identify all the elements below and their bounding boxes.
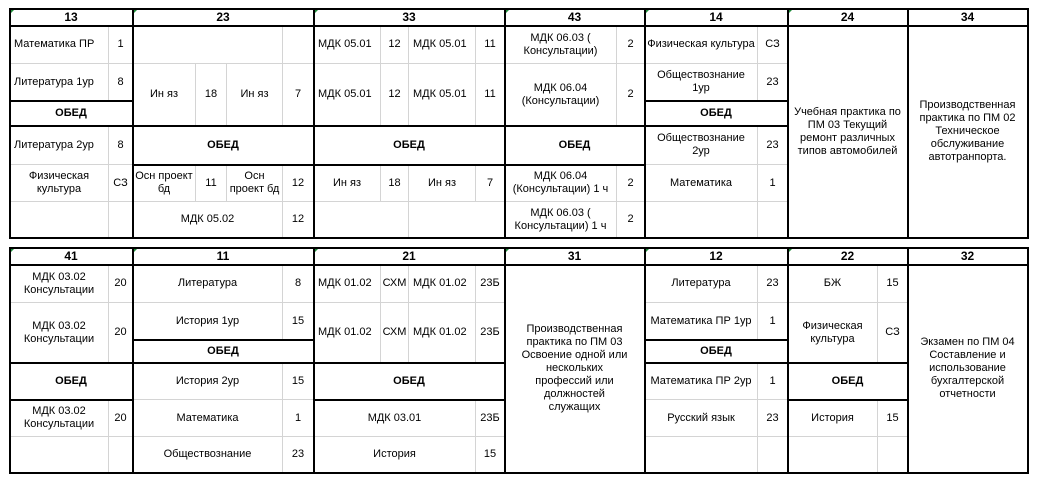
room-cell[interactable]: 1 [758,165,788,202]
subject-cell[interactable]: МДК 01.02 [409,303,476,363]
group-divider [907,8,909,239]
group-divider [644,8,646,239]
subject-cell[interactable]: Осн проект бд [133,165,196,202]
room-cell[interactable]: 20 [109,303,133,363]
subject-cell[interactable]: МДК 05.01 [314,26,381,64]
subject-cell[interactable]: Литература 1ур [10,64,109,101]
empty-cell[interactable] [133,26,283,64]
subject-cell[interactable]: Обществознание 2ур [645,126,758,165]
empty-cell[interactable] [314,202,409,238]
room-cell[interactable]: СЗ [758,26,788,64]
header-divider [9,25,1029,27]
subject-cell[interactable]: Математика [133,400,283,437]
room-cell[interactable]: 8 [283,265,314,303]
empty-cell[interactable] [788,437,878,473]
subject-cell[interactable]: Математика ПР 1ур [645,303,758,340]
room-cell[interactable]: 1 [283,400,314,437]
room-cell[interactable]: 8 [109,64,133,101]
room-cell[interactable]: 12 [381,26,409,64]
subject-cell[interactable]: История 2ур [133,363,283,400]
subject-cell[interactable]: МДК 01.02 [314,303,381,363]
subject-cell[interactable]: Обществознание 1ур [645,64,758,101]
subject-cell[interactable]: МДК 05.01 [409,26,476,64]
subject-cell[interactable]: МДК 05.01 [314,64,381,126]
lunch-cell[interactable]: ОБЕД [505,126,645,165]
group-header[interactable]: 11 [133,248,314,265]
empty-cell[interactable] [409,202,505,238]
empty-cell[interactable] [283,26,314,64]
group-divider [644,247,646,474]
room-cell[interactable]: 18 [381,165,409,202]
room-cell[interactable]: 12 [283,165,314,202]
room-cell[interactable]: 23Б [476,400,505,437]
room-cell[interactable]: 12 [283,202,314,238]
subject-cell[interactable]: Ин яз [409,165,476,202]
empty-cell[interactable] [758,202,788,238]
lunch-cell[interactable]: ОБЕД [788,363,908,400]
room-cell[interactable]: 23 [758,265,788,303]
group-header[interactable]: 41 [10,248,133,265]
subject-cell[interactable]: МДК 03.02 Консультации [10,265,109,303]
empty-cell[interactable] [878,437,908,473]
group-divider [132,247,134,474]
subject-cell[interactable]: МДК 06.04 (Консультации) 1 ч [505,165,617,202]
room-cell[interactable]: 15 [878,400,908,437]
subject-cell[interactable]: Литература [133,265,283,303]
subject-cell[interactable]: МДК 03.02 Консультации [10,400,109,437]
subject-cell[interactable]: История [788,400,878,437]
subject-cell[interactable]: МДК 03.01 [314,400,476,437]
group-divider [313,247,315,474]
group-header[interactable]: 32 [908,248,1028,265]
lunch-cell[interactable]: ОБЕД [133,126,314,165]
practice-cell[interactable]: Производственная практика по ПМ 03 Освоение одной или нескольких профессий или должностей служащих [505,265,645,473]
room-cell[interactable]: СЗ [878,303,908,363]
group-divider [132,8,134,239]
subject-cell[interactable]: МДК 03.02 Консультации [10,303,109,363]
room-cell[interactable]: 1 [758,363,788,400]
lunch-cell[interactable]: ОБЕД [645,340,788,363]
subject-cell[interactable]: Русский язык [645,400,758,437]
room-cell[interactable]: 11 [476,26,505,64]
subject-cell[interactable]: Физическая культура [10,165,109,202]
room-cell[interactable]: 7 [283,64,314,126]
room-cell[interactable]: 15 [283,303,314,340]
practice-cell[interactable]: Учебная практика по ПМ 03 Текущий ремонт различных типов автомобилей [788,26,908,238]
header-divider [9,264,1029,266]
empty-cell[interactable] [645,202,758,238]
subject-cell[interactable]: Ин яз [133,64,196,126]
subject-cell[interactable]: Обществознание [133,437,283,473]
room-cell[interactable]: 11 [196,165,227,202]
room-cell[interactable]: 12 [381,64,409,126]
room-cell[interactable]: СХМ [381,265,409,303]
subject-cell[interactable]: МДК 06.03 ( Консультации) 1 ч [505,202,617,238]
lunch-cell[interactable]: ОБЕД [10,101,133,126]
group-header[interactable]: 31 [505,248,645,265]
group-header[interactable]: 34 [908,9,1028,26]
room-cell[interactable]: 2 [617,26,645,64]
room-cell[interactable]: 8 [109,126,133,165]
group-header[interactable]: 21 [314,248,505,265]
subject-cell[interactable]: Литература [645,265,758,303]
group-divider [787,8,789,239]
room-cell[interactable]: 1 [758,303,788,340]
room-cell[interactable]: 2 [617,64,645,126]
lunch-cell[interactable]: ОБЕД [314,126,505,165]
subject-cell[interactable]: МДК 05.01 [409,64,476,126]
room-cell[interactable]: 15 [283,363,314,400]
subject-cell[interactable]: МДК 06.04 (Консультации) [505,64,617,126]
group-header[interactable]: 14 [645,9,788,26]
group-header[interactable]: 43 [505,9,645,26]
group-header[interactable]: 23 [133,9,314,26]
subject-cell[interactable]: Математика ПР 2ур [645,363,758,400]
room-cell[interactable]: 23Б [476,303,505,363]
room-cell[interactable]: 23Б [476,265,505,303]
room-cell[interactable]: 15 [878,265,908,303]
lunch-cell[interactable]: ОБЕД [645,101,788,126]
subject-cell[interactable]: МДК 01.02 [409,265,476,303]
subject-cell[interactable]: История 1ур [133,303,283,340]
room-cell[interactable]: 7 [476,165,505,202]
room-cell[interactable]: 23 [758,126,788,165]
subject-cell[interactable]: БЖ [788,265,878,303]
subject-cell[interactable]: Ин яз [227,64,283,126]
group-header[interactable]: 33 [314,9,505,26]
room-cell[interactable]: 23 [758,64,788,101]
group-header[interactable]: 24 [788,9,908,26]
practice-cell[interactable]: Производственная практика по ПМ 02 Техническое обслуживание автотранпорта. [908,26,1028,238]
room-cell[interactable]: СХМ [381,303,409,363]
room-cell[interactable]: 20 [109,400,133,437]
lunch-cell[interactable]: ОБЕД [10,363,133,400]
empty-cell[interactable] [758,437,788,473]
group-divider [504,247,506,474]
subject-cell[interactable]: Физическая культура [788,303,878,363]
room-cell[interactable]: 20 [109,265,133,303]
room-cell[interactable]: 23 [758,400,788,437]
group-divider [787,247,789,474]
lunch-cell[interactable]: ОБЕД [314,363,505,400]
empty-cell[interactable] [645,437,758,473]
group-divider [313,8,315,239]
empty-cell[interactable] [109,202,133,238]
room-cell[interactable]: 23 [283,437,314,473]
subject-cell[interactable]: МДК 01.02 [314,265,381,303]
subject-cell[interactable]: Математика ПР [10,26,109,64]
group-divider [907,247,909,474]
room-cell[interactable]: 15 [476,437,505,473]
empty-cell[interactable] [10,202,109,238]
practice-cell[interactable]: Экзамен по ПМ 04 Составление и использование бухгалтерской отчетности [908,265,1028,473]
subject-cell[interactable]: Литература 2ур [10,126,109,165]
room-cell[interactable]: 2 [617,202,645,238]
room-cell[interactable]: 1 [109,26,133,64]
group-header[interactable]: 22 [788,248,908,265]
subject-cell[interactable]: Ин яз [314,165,381,202]
room-cell[interactable]: 11 [476,64,505,126]
subject-cell[interactable]: История [314,437,476,473]
group-divider [504,8,506,239]
room-cell[interactable]: 18 [196,64,227,126]
room-cell[interactable]: СЗ [109,165,133,202]
subject-cell[interactable]: МДК 06.03 ( Консультации) [505,26,617,64]
lunch-cell[interactable]: ОБЕД [133,340,314,363]
room-cell[interactable]: 2 [617,165,645,202]
empty-cell[interactable] [109,437,133,473]
subject-cell[interactable]: Осн проект бд [227,165,283,202]
empty-cell[interactable] [10,437,109,473]
subject-cell[interactable]: МДК 05.02 [133,202,283,238]
group-header[interactable]: 12 [645,248,788,265]
group-header[interactable]: 13 [10,9,133,26]
subject-cell[interactable]: Физическая культура [645,26,758,64]
subject-cell[interactable]: Математика [645,165,758,202]
